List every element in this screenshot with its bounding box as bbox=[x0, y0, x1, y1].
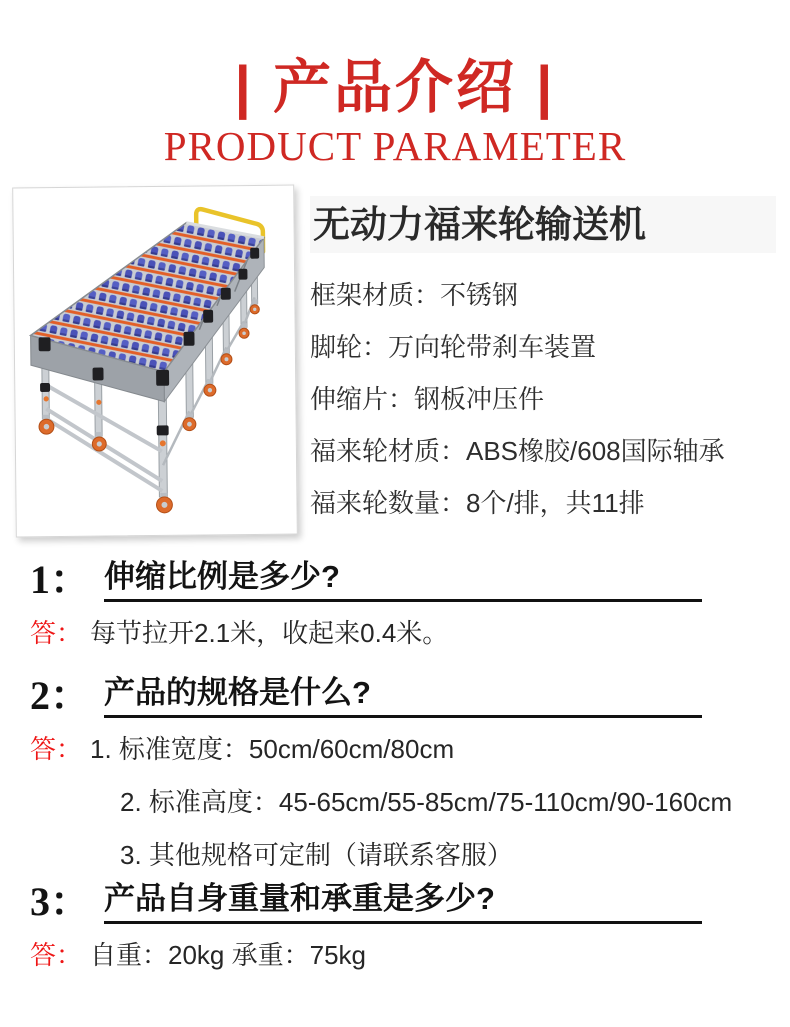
spec-telescopic-plate: 伸缩片：钢板冲压件 bbox=[310, 384, 545, 414]
question-underline bbox=[104, 881, 702, 924]
question-row bbox=[30, 880, 702, 924]
qa-item-1 bbox=[30, 558, 702, 648]
product-title: 无动力福来轮输送机 bbox=[310, 196, 776, 253]
spec-list bbox=[310, 280, 776, 518]
spec-wheel-material: 福来轮材质：ABS橡胶/608国际轴承 bbox=[310, 436, 725, 466]
question-text: 伸缩比例是多少? bbox=[104, 559, 340, 594]
product-photo bbox=[12, 185, 298, 538]
answer-text: 自重：20kg 承重：75kg bbox=[90, 940, 366, 970]
answer-line-1: 1. 标准宽度：50cm/60cm/80cm bbox=[90, 734, 455, 764]
question-text: 产品自身重量和承重是多少? bbox=[104, 881, 495, 916]
spec-wheel-count: 福来轮数量：8个/排，共11排 bbox=[310, 488, 645, 518]
answer-row bbox=[30, 618, 702, 648]
spec-frame-material: 框架材质：不锈钢 bbox=[310, 280, 519, 310]
question-number: 2： bbox=[30, 673, 90, 718]
question-underline bbox=[104, 675, 702, 718]
question-number: 3： bbox=[30, 879, 90, 924]
product-info bbox=[310, 196, 776, 540]
question-row bbox=[30, 558, 702, 602]
answer-label: 答： bbox=[30, 618, 83, 648]
answer-label: 答： bbox=[30, 734, 83, 764]
answer-line-3: 3. 其他规格可定制（请联系客服） bbox=[120, 840, 513, 870]
conveyor-illustration bbox=[13, 186, 297, 537]
page-subtitle-en: PRODUCT PARAMETER bbox=[163, 123, 627, 169]
qa-item-3 bbox=[30, 880, 702, 970]
answer-label: 答： bbox=[30, 940, 83, 970]
answer-row bbox=[30, 734, 702, 764]
cross-bars bbox=[46, 384, 162, 492]
page-title-cn: | 产品介绍 | bbox=[234, 55, 556, 120]
question-underline bbox=[104, 559, 702, 602]
answer-text: 每节拉开2.1米，收起来0.4米。 bbox=[90, 618, 449, 648]
answer-row bbox=[30, 940, 702, 970]
answer-line-2: 2. 标准高度：45-65cm/55-85cm/75-110cm/90-160cm bbox=[120, 787, 733, 817]
question-number: 1： bbox=[30, 557, 90, 602]
qa-item-2 bbox=[30, 673, 733, 870]
spec-casters: 脚轮：万向轮带刹车装置 bbox=[310, 332, 597, 362]
question-text: 产品的规格是什么? bbox=[104, 675, 371, 710]
question-row bbox=[30, 674, 702, 718]
